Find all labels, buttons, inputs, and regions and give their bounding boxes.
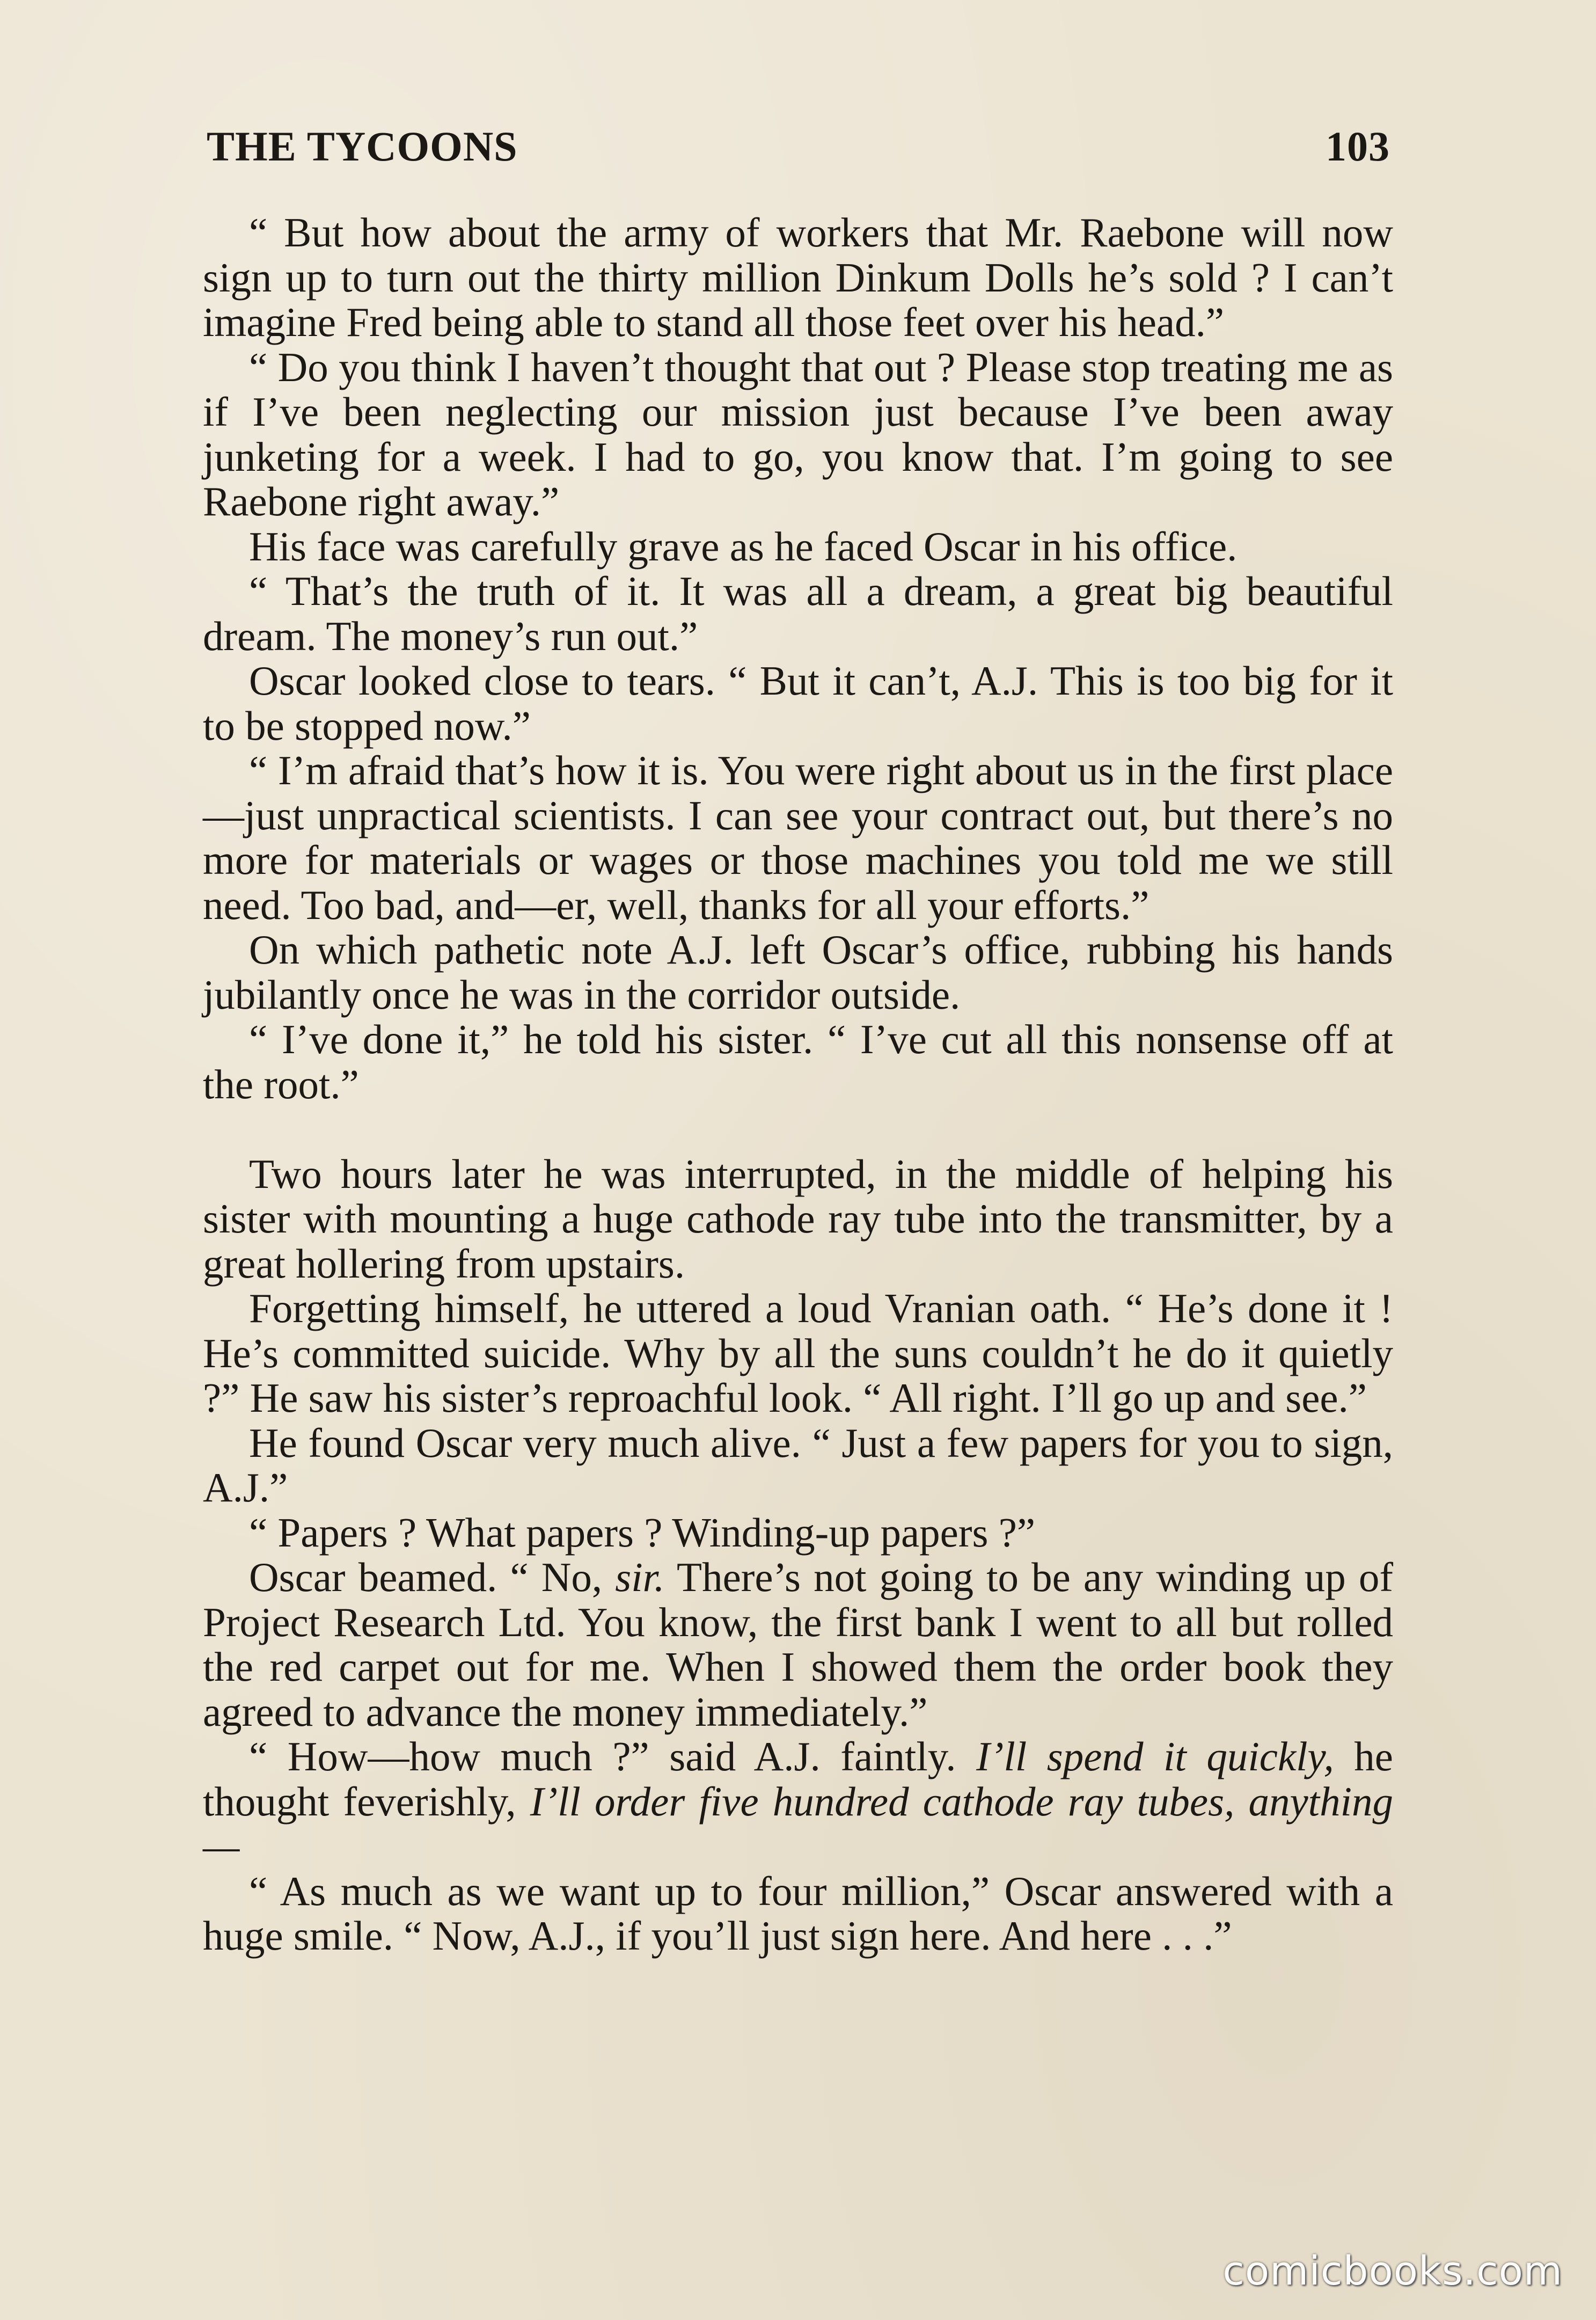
paragraph: “ But how about the army of workers that Mr. Raebone will now sign up to turn out the thirty million Dinkum Dolls he’s sold ? I can’t imagine Fred being able to stand all those feet over his head.”	[203, 209, 1393, 345]
paragraph	[203, 1555, 1393, 1734]
watermark: comicbooks.com	[1222, 2248, 1563, 2294]
book-title: THE TYCOONS	[207, 123, 518, 170]
text-run: he thought feverishly,	[203, 1733, 1393, 1825]
paragraph: “ That’s the truth of it. It was all a dream, a great big beautiful dream. The money’s run out.”	[203, 568, 1393, 659]
paragraph: “ As much as we want up to four million,” Oscar answered with a huge smile. “ Now, A.J., if you’ll just sign here. And here . . .”	[203, 1867, 1393, 1959]
text-run: Oscar beamed. “ No,	[249, 1554, 616, 1600]
italic-text: I’ll spend it quickly,	[976, 1733, 1334, 1779]
paragraph: “ Do you think I haven’t thought that out ? Please stop treating me as if I’ve been neglecting our mission just because I’ve been away junketing for a week. I had to go, you know that. I’m going to see Raebone right away.”	[203, 344, 1393, 524]
italic-text: I’ll order five hundred cathode ray tubes, anything—	[203, 1778, 1393, 1869]
paragraph: “ I’ve done it,” he told his sister. “ I’ve cut all this nonsense off at the root.”	[203, 1016, 1393, 1107]
text-run: There’s not going to be any winding up of Project Research Ltd. You know, the first bank I went to all but rolled the red carpet out for me. When I showed them the order book they agreed to advance the money immediately.”	[203, 1554, 1394, 1735]
paragraph: Oscar looked close to tears. “ But it can’t, A.J. This is too big for it to be stopped now.”	[203, 658, 1393, 749]
italic-text: sir.	[615, 1554, 665, 1600]
paragraph: He found Oscar very much alive. “ Just a few papers for you to sign, A.J.”	[203, 1419, 1393, 1511]
paragraph: On which pathetic note A.J. left Oscar’s office, rubbing his hands jubilantly once he was in the corridor outside.	[203, 926, 1393, 1018]
paragraph: “ Papers ? What papers ? Winding-up papers ?”	[249, 1509, 1036, 1556]
paragraph-section-start: Two hours later he was interrupted, in the middle of helping his sister with mounting a huge cathode ray tube into the transmitter, by a great hollering from upstairs.	[203, 1150, 1393, 1287]
body-text	[203, 210, 1393, 1959]
paragraph: Forgetting himself, he uttered a loud Vranian oath. “ He’s done it ! He’s committed suicide. Why by all the suns couldn’t he do it quietly ?” He saw his sister’s reproachful look. “ All right. I’ll go up and see.”	[203, 1285, 1393, 1421]
paragraph: “ I’m afraid that’s how it is. You were right about us in the first place—just unpractical scientists. I can see your contract out, but there’s no more for materials or wages or those machines you told me we still need. Too bad, and—er, well, thanks for all your efforts.”	[203, 747, 1393, 928]
text-run: “ How—how much ?” said A.J. faintly.	[249, 1733, 977, 1779]
paragraph	[203, 1734, 1393, 1869]
page-number: 103	[1326, 123, 1390, 170]
running-head	[207, 122, 1390, 171]
paragraph: His face was carefully grave as he faced Oscar in his office.	[249, 523, 1238, 570]
